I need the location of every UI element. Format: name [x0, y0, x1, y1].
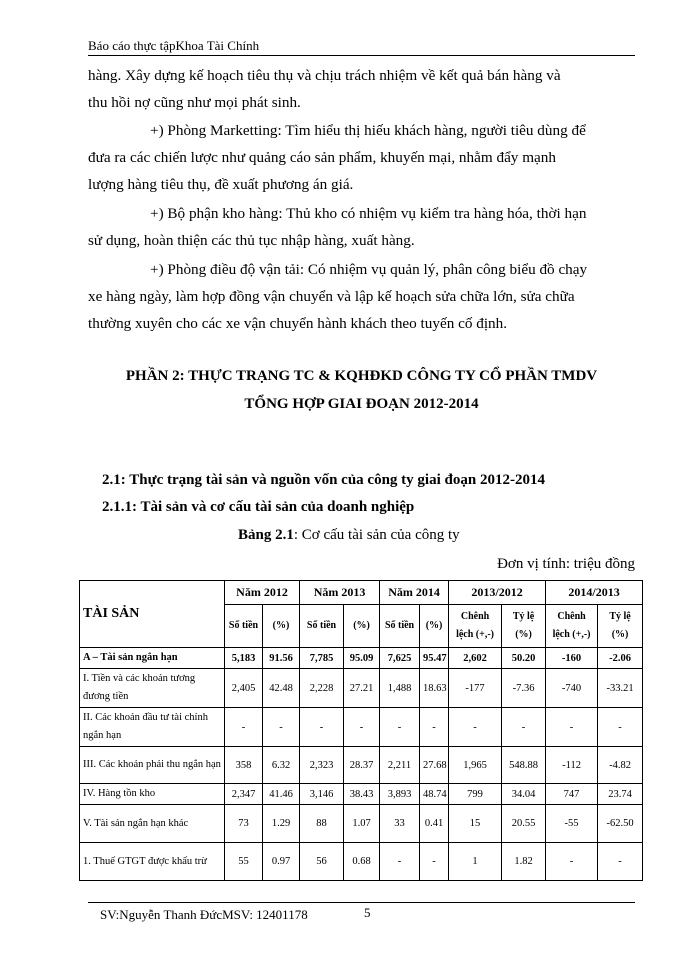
table-cell: 0.68	[344, 843, 380, 881]
unit-label: Đơn vị tính: triệu đồng	[497, 556, 635, 572]
footer-student-info: SV:Nguyễn Thanh ĐứcMSV: 12401178	[100, 907, 308, 922]
subheader-rate-line-1: Tỷ lệ	[609, 611, 631, 622]
subheader-rate	[598, 605, 643, 648]
subheader-difference	[546, 605, 598, 648]
row-label: 1. Thuế GTGT được khấu trừ	[80, 843, 225, 881]
table-cell: 23.74	[598, 784, 643, 805]
table-cell: 2,228	[300, 669, 344, 708]
table-cell: -	[225, 708, 263, 747]
subheader-difference-line-1: Chênh	[460, 611, 490, 622]
table-cell: -62.50	[598, 805, 643, 843]
table-row	[80, 708, 643, 747]
table-cell: -4.82	[598, 747, 643, 784]
paragraph-transport	[88, 256, 635, 337]
row-label: V. Tài sản ngắn hạn khác	[80, 805, 225, 843]
row-label: A – Tài sản ngắn hạn	[80, 648, 225, 669]
row-label: III. Các khoản phải thu ngắn hạn	[80, 747, 225, 784]
table-cell: 0.41	[420, 805, 449, 843]
table-cell: 1.82	[502, 843, 546, 881]
table-cell: 15	[449, 805, 502, 843]
part-title-line-2: TỔNG HỢP GIAI ĐOẠN 2012-2014	[244, 396, 479, 412]
table-cell: 42.48	[263, 669, 300, 708]
table-body	[80, 648, 643, 881]
table-cell: 1.29	[263, 805, 300, 843]
table-cell: -160	[546, 648, 598, 669]
table-cell: 3,146	[300, 784, 344, 805]
table-cell: -	[598, 708, 643, 747]
table-cell: 358	[225, 747, 263, 784]
table-cell: 33	[380, 805, 420, 843]
subheader-rate	[502, 605, 546, 648]
table-cell: 799	[449, 784, 502, 805]
table-cell: -	[263, 708, 300, 747]
table-row	[80, 648, 643, 669]
subheader-rate-line-1: Tỷ lệ	[512, 611, 535, 622]
subheader-difference	[449, 605, 502, 648]
table-cell: 95.09	[344, 648, 380, 669]
table-cell: 56	[300, 843, 344, 881]
table-cell: -2.06	[598, 648, 643, 669]
paragraph-line: sử dụng, hoàn thiện các thủ tục nhập hàng, xuất hàng.	[88, 232, 415, 249]
subheader-difference-line-2: lệch (+,-)	[552, 629, 591, 640]
section-heading-2-1-1: 2.1.1: Tài sản và cơ cấu tài sản của doanh nghiệp	[102, 499, 415, 515]
table-cell: 1	[449, 843, 502, 881]
table-cell: 548.88	[502, 747, 546, 784]
table-cell: -	[380, 708, 420, 747]
paragraph-sales	[88, 62, 635, 116]
table-cell: -	[502, 708, 546, 747]
table-cell: 48.74	[420, 784, 449, 805]
header-year-2012: Năm 2012	[225, 581, 300, 605]
page-number: 5	[364, 905, 371, 920]
table-cell: 2,405	[225, 669, 263, 708]
subheader-difference-line-1: Chênh	[557, 611, 586, 622]
table-row	[80, 843, 643, 881]
table-cell: 5,183	[225, 648, 263, 669]
table-header-row	[80, 581, 643, 605]
table-cell: -177	[449, 669, 502, 708]
paragraph-line: hàng. Xây dựng kế hoạch tiêu thụ và chịu trách nhiệm về kết quả bán hàng và	[88, 67, 561, 84]
table-cell: -7.36	[502, 669, 546, 708]
table-cell: 88	[300, 805, 344, 843]
table-cell: -	[449, 708, 502, 747]
table-cell: 1,965	[449, 747, 502, 784]
header-text: Báo cáo thực tậpKhoa Tài Chính	[88, 38, 260, 53]
part-title-line-1: PHẦN 2: THỰC TRẠNG TC & KQHĐKD CÔNG TY CỔ PHẦN TMDV	[125, 368, 598, 384]
table-cell: 20.55	[502, 805, 546, 843]
table-cell: 95.47	[420, 648, 449, 669]
subheader-percent: (%)	[263, 605, 300, 648]
paragraph-line: +) Phòng điều độ vận tải: Có nhiệm vụ quản lý, phân công biểu đồ chạy	[150, 261, 588, 278]
table-cell: 3,893	[380, 784, 420, 805]
table-cell: 6.32	[263, 747, 300, 784]
table-cell: -	[420, 843, 449, 881]
header-divider	[88, 55, 635, 56]
subheader-amount: Số tiền	[225, 605, 263, 648]
table-cell: -33.21	[598, 669, 643, 708]
header-year-2013: Năm 2013	[300, 581, 380, 605]
table-title	[238, 527, 460, 544]
table-cell: 27.21	[344, 669, 380, 708]
paragraph-line: +) Phòng Marketting: Tìm hiểu thị hiếu khách hàng, người tiêu dùng để	[150, 122, 586, 139]
table-cell: 2,323	[300, 747, 344, 784]
paragraph-line: thu hồi nợ cũng như mọi phát sinh.	[88, 94, 301, 111]
paragraph-line: thường xuyên cho các xe vận chuyển hành khách theo tuyến cố định.	[88, 315, 508, 332]
paragraph-line: đưa ra các chiến lược như quảng cáo sản phẩm, khuyến mại, nhằm đẩy mạnh	[88, 149, 556, 166]
paragraph-warehouse	[88, 200, 635, 254]
table-cell: 2,347	[225, 784, 263, 805]
header-year-2014: Năm 2014	[380, 581, 449, 605]
subheader-difference-line-2: lệch (+,-)	[456, 629, 494, 640]
subheader-amount: Số tiền	[380, 605, 420, 648]
asset-structure-table	[79, 580, 643, 881]
table-cell: 747	[546, 784, 598, 805]
table-cell: -112	[546, 747, 598, 784]
table-cell: 50.20	[502, 648, 546, 669]
subheader-amount: Số tiền	[300, 605, 344, 648]
table-cell: 2,602	[449, 648, 502, 669]
table-cell: 7,785	[300, 648, 344, 669]
paragraph-line: xe hàng ngày, làm hợp đồng vận chuyển và lập kế hoạch sửa chữa lớn, sửa chữa	[88, 288, 575, 305]
table-cell: 1,488	[380, 669, 420, 708]
table-row	[80, 805, 643, 843]
table-cell: 0.97	[263, 843, 300, 881]
table-cell: -	[546, 708, 598, 747]
table-cell: 28.37	[344, 747, 380, 784]
subheader-rate-line-2: (%)	[515, 629, 532, 640]
header-assets: TÀI SẢN	[80, 581, 225, 648]
table-row	[80, 669, 643, 708]
table-cell: -	[300, 708, 344, 747]
header-change-2014-2013: 2014/2013	[546, 581, 643, 605]
header-change-2013-2012: 2013/2012	[449, 581, 546, 605]
table-cell: 7,625	[380, 648, 420, 669]
table-cell: 1.07	[344, 805, 380, 843]
table-cell: -	[546, 843, 598, 881]
table-cell: -	[598, 843, 643, 881]
table-cell: -55	[546, 805, 598, 843]
paragraph-line: +) Bộ phận kho hàng: Thủ kho có nhiệm vụ kiểm tra hàng hóa, thời hạn	[150, 205, 587, 222]
subheader-rate-line-2: (%)	[611, 629, 629, 640]
row-label: IV. Hàng tồn kho	[80, 784, 225, 805]
table-row	[80, 747, 643, 784]
section-heading-2-1: 2.1: Thực trạng tài sản và nguồn vốn của công ty giai đoạn 2012-2014	[102, 472, 545, 488]
footer-divider	[88, 902, 635, 903]
table-cell: 91.56	[263, 648, 300, 669]
table-cell: 18.63	[420, 669, 449, 708]
table-cell: -740	[546, 669, 598, 708]
table-row	[80, 784, 643, 805]
paragraph-line: lượng hàng tiêu thụ, đề xuất phương án giá.	[88, 176, 354, 193]
table-cell: 27.68	[420, 747, 449, 784]
table-cell: 73	[225, 805, 263, 843]
table-cell: 55	[225, 843, 263, 881]
table-cell: 41.46	[263, 784, 300, 805]
row-label: I. Tiền và các khoản tương đương tiền	[80, 669, 225, 708]
table-cell: 38.43	[344, 784, 380, 805]
table-cell: 34.04	[502, 784, 546, 805]
subheader-percent: (%)	[344, 605, 380, 648]
paragraph-marketing	[88, 117, 635, 198]
table-caption: : Cơ cấu tài sản của công ty	[293, 527, 460, 543]
table-cell: -	[344, 708, 380, 747]
table-cell: -	[380, 843, 420, 881]
subheader-percent: (%)	[420, 605, 449, 648]
table-number: Bảng 2.1	[238, 527, 294, 543]
row-label: II. Các khoản đầu tư tài chính ngắn hạn	[80, 708, 225, 747]
table-cell: -	[420, 708, 449, 747]
table-cell: 2,211	[380, 747, 420, 784]
